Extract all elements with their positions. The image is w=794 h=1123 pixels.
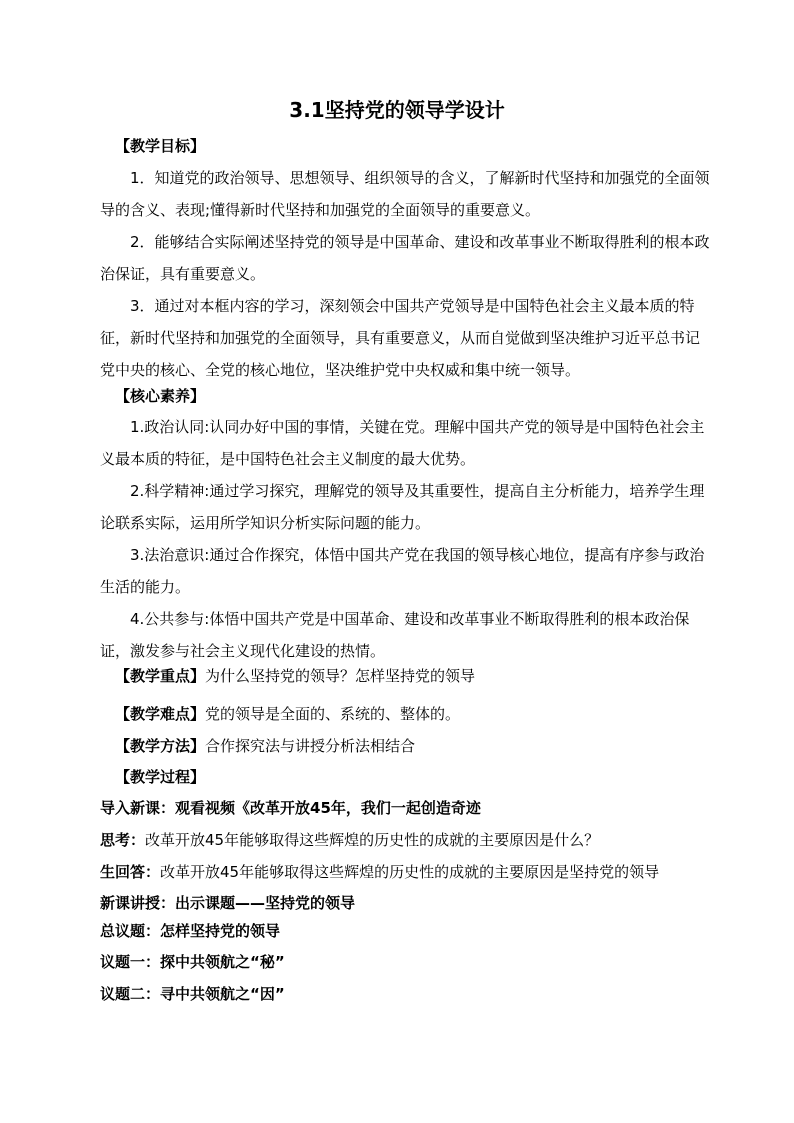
difficulty-heading: 【教学难点】 (115, 705, 206, 723)
think-text: 改革开放45年能够取得这些辉煌的历史性的成就的主要原因是什么？ (145, 831, 600, 849)
method-text: 合作探究法与讲授分析法相结合 (205, 737, 416, 755)
objective-item-2: 2．能够结合实际阐述坚持党的领导是中国革命、建设和改革事业不断取得胜利的根本政治保证，具有重要意义。 (100, 233, 710, 283)
method-line (115, 735, 735, 757)
answer-label: 生回答： (100, 863, 161, 881)
literacy-item-1: 1.政治认同:认同办好中国的事情，关键在党。理解中国共产党的领导是中国特色社会主义最本质的特征，是中国特色社会主义制度的最大优势。 (100, 418, 705, 468)
objective-item-1: 1．知道党的政治领导、思想领导、组织领导的含义，了解新时代坚持和加强党的全面领导的含义、表现;懂得新时代坚持和加强党的全面领导的重要意义。 (100, 169, 710, 219)
document-title: 3.1坚持党的领导学设计 (289, 98, 505, 122)
difficulty-text: 党的领导是全面的、系统的、整体的。 (205, 705, 461, 723)
process-intro: 导入新课：观看视频《改革开放45年，我们一起创造奇迹 (100, 799, 481, 817)
process-topic-1: 议题一：探中共领航之“秘” (100, 953, 285, 971)
process-think (100, 829, 720, 851)
key-point-line (115, 665, 735, 687)
think-label: 思考： (100, 831, 146, 849)
objective-item-3: 3．通过对本框内容的学习，深刻领会中国共产党领导是中国特色社会主义最本质的特征，新时代坚持和加强党的全面领导，具有重要意义，从而自觉做到坚决维护习近平总书记党中央的核心、全党的核心地位，坚决维护党中央权威和集中统一领导。 (100, 297, 701, 379)
method-heading: 【教学方法】 (115, 737, 206, 755)
literacy-item-3: 3.法治意识:通过合作探究，体悟中国共产党在我国的领导核心地位，提高有序参与政治生活的能力。 (100, 546, 705, 596)
objectives-heading: 【教学目标】 (115, 137, 206, 155)
process-new-lesson: 新课讲授：出示课题——坚持党的领导 (100, 894, 356, 912)
answer-text: 改革开放45年能够取得这些辉煌的历史性的成就的主要原因是坚持党的领导 (160, 863, 660, 881)
key-point-heading: 【教学重点】 (115, 667, 206, 685)
process-answer (100, 861, 720, 883)
process-topic-2: 议题二：寻中共领航之“因” (100, 985, 285, 1003)
difficulty-line (115, 703, 735, 725)
key-point-text: 为什么坚持党的领导？怎样坚持党的领导 (205, 667, 476, 685)
process-overall-topic: 总议题：怎样坚持党的领导 (100, 922, 281, 940)
literacy-heading: 【核心素养】 (115, 387, 206, 405)
literacy-item-4: 4.公共参与:体悟中国共产党是中国革命、建设和改革事业不断取得胜利的根本政治保证，激发参与社会主义现代化建设的热情。 (100, 610, 690, 660)
literacy-item-2: 2.科学精神:通过学习探究，理解党的领导及其重要性，提高自主分析能力，培养学生理论联系实际，运用所学知识分析实际问题的能力。 (100, 482, 705, 532)
process-heading: 【教学过程】 (115, 768, 206, 786)
